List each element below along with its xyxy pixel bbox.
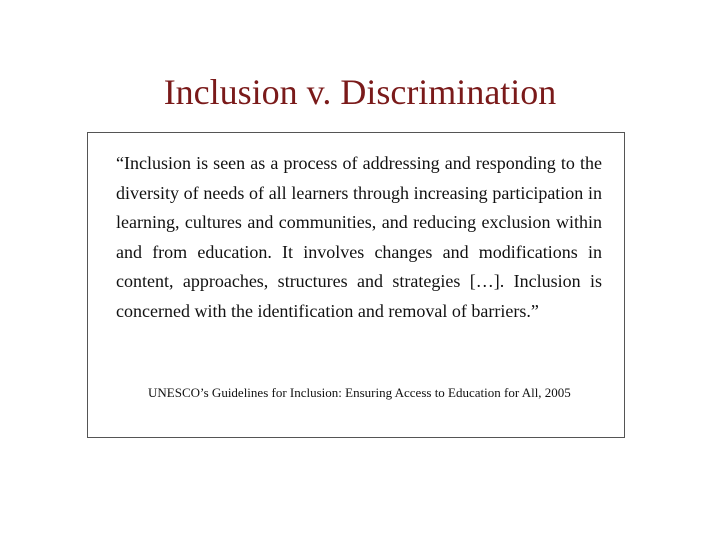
quote-box [87,132,625,438]
citation: UNESCO’s Guidelines for Inclusion: Ensuring Access to Education for All, 2005 [148,385,571,400]
slide-title: Inclusion v. Discrimination [163,72,557,112]
quote-text: “Inclusion is seen as a process of addressing and responding to the diversity of needs of all learners through increasing participation in learning, cultures and communities, and reducing exclusion within and from education. It involves changes and modifications in content, approaches, structures and strategies […]. Inclusion is concerned with the identification and removal of barriers.” [116,153,602,321]
